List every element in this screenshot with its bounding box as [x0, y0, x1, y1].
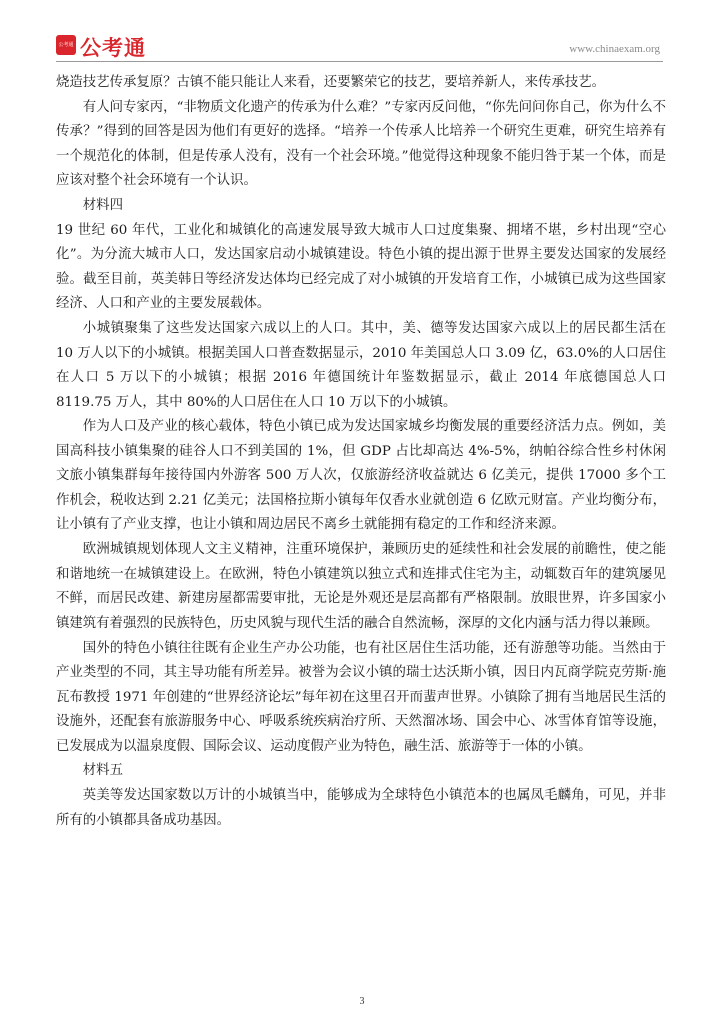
paragraph: 作为人口及产业的核心载体，特色小镇已成为发达国家城乡均衡发展的重要经济活力点。例如，美国高科技小镇集聚的硅谷人口不到美国的 1%，但 GDP 占比却高达 4%-5%，纳帕谷综合性乡村休闲文旅小镇集群每年接待国内外游客 500 万人次，仅旅游经济收益就达 6 亿美元，提供 17000 多个工作机会，税收达到 2.21 亿美元；法国格拉斯小镇每年仅香水业就创造 6 亿欧元财富。产业均衡分布，让小镇有了产业支撑，也让小镇和周边居民不离乡土就能拥有稳定的工作和经济来源。	[56, 419, 666, 533]
paragraph: 欧洲城镇规划体现人文主义精神，注重环境保护，兼顾历史的延续性和社会发展的前瞻性，使之能和谐地统一在城镇建设上。在欧洲，特色小镇建筑以独立式和连排式住宅为主，动辄数百年的建筑屡见不鲜，而居民改建、新建房屋都需要审批，无论是外观还是层高都有严格限制。放眼世界，许多国家小镇建筑有着强烈的民族特色，历史风貌与现代生活的融合自然流畅，深厚的文化内涵与活力得以兼顾。	[56, 542, 666, 631]
paragraph: 英美等发达国家数以万计的小城镇当中，能够成为全球特色小镇范本的也属凤毛麟角，可见，并非所有的小镇都具备成功基因。	[56, 788, 666, 828]
page-header	[0, 0, 724, 62]
document-body	[56, 71, 666, 833]
page-number: 3	[359, 996, 365, 1007]
paragraph: 19 世纪 60 年代，工业化和城镇化的高速发展导致大城市人口过度集聚、拥堵不堪，乡村出现“空心化”。为分流大城市人口，发达国家启动小城镇建设。特色小镇的提出源于世界主要发达国家的发展经验。截至目前，英美韩日等经济发达体均已经完成了对小城镇的开发培育工作，小城镇已成为这些国家经济、人口和产业的主要发展载体。	[56, 222, 666, 312]
logo-text: 公考通	[80, 36, 146, 60]
paragraph: 有人问专家丙，“非物质文化遗产的传承为什么难？”专家丙反问他，“你先问问你自己，你为什么不传承？”得到的回答是因为他们有更好的选择。“培养一个传承人比培养一个研究生更难，研究生培养有一个规范化的体制，但是传承人没有，没有一个社会环境。”他觉得这种现象不能归咎于某一个体，而是应该对整个社会环境有一个认识。	[56, 99, 666, 189]
site-url[interactable]: www.chinaexam.org	[569, 43, 660, 55]
header-divider	[56, 61, 663, 62]
paragraph: 国外的特色小镇往往既有企业生产办公功能，也有社区居住生活功能，还有游憩等功能。当然由于产业类型的不同，其主导功能有所差异。被誉为会议小镇的瑞士达沃斯小镇，因日内瓦商学院克劳斯·施瓦布教授 1971 年创建的“世界经济论坛”每年初在这里召开而蜚声世界。小镇除了拥有当地居民生活的设施外，还配套有旅游服务中心、呼吸系统疾病治疗所、天然溜冰场、国会中心、冰雪体育馆等设施，已发展成为以温泉度假、国际会议、运动度假产业为特色，融生活、旅游等于一体的小镇。	[56, 640, 666, 754]
section-heading-material-4: 材料四	[82, 198, 123, 214]
paragraph: 小城镇聚集了这些发达国家六成以上的人口。其中，美、德等发达国家六成以上的居民都生活在 10 万人以下的小城镇。根据美国人口普查数据显示，2010 年美国总人口 3.09 亿，63.0%的人口居住在人口 5 万以下的小城镇；根据 2016 年德国统计年鉴数据显示，截止 2014 年底德国总人口 8119.75 万人，其中 80%的人口居住在人口 10 万以下的小城镇。	[56, 321, 666, 410]
logo-badge: 公考通	[56, 35, 76, 55]
paragraph-continued: 烧造技艺传承复原？古镇不能只能让人来看，还要繁荣它的技艺，要培养新人，来传承技艺。	[56, 75, 606, 90]
section-heading-material-5: 材料五	[82, 763, 123, 779]
